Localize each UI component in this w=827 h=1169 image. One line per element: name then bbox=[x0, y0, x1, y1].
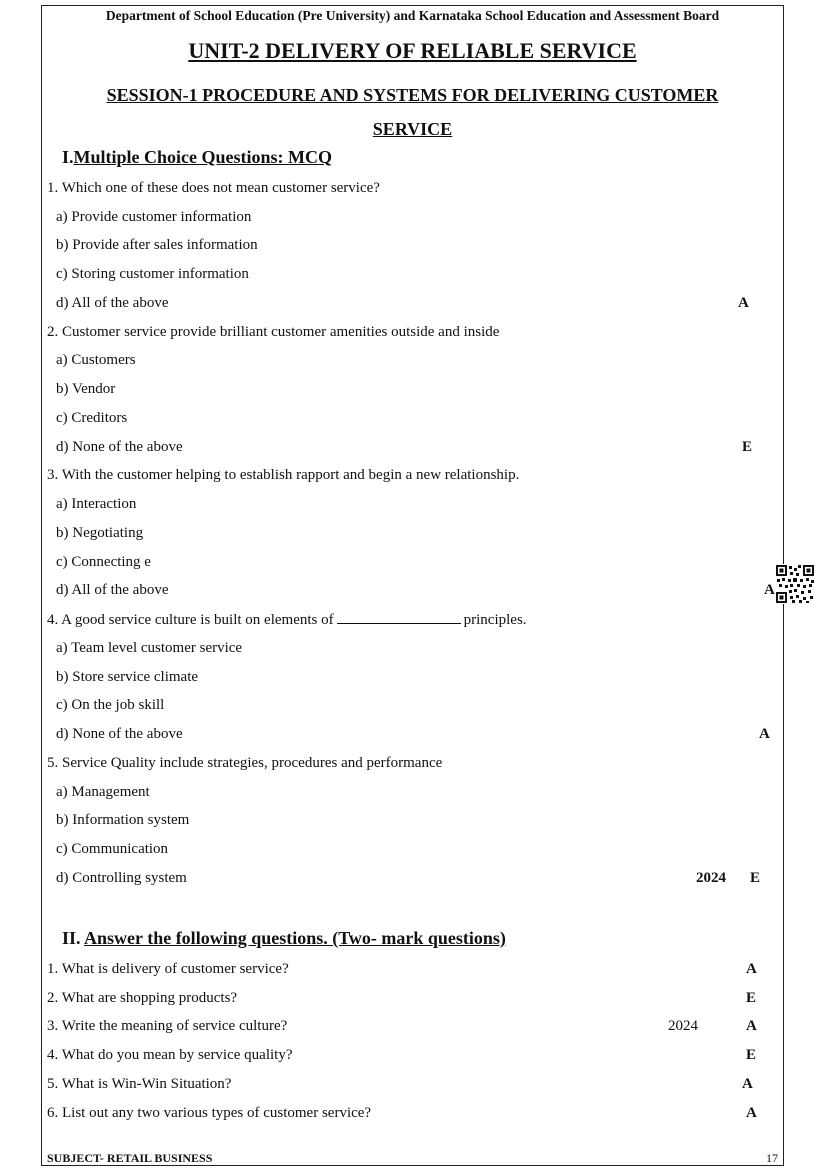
mcq-5-option-d: d) Controlling system bbox=[56, 870, 187, 886]
mcq-3-option-d: d) All of the above bbox=[56, 582, 169, 598]
mcq-4-question-suffix: principles. bbox=[463, 612, 527, 628]
page-number: 17 bbox=[766, 1151, 778, 1165]
short-question-6: 6. List out any two various types of customer service? bbox=[47, 1105, 372, 1121]
mcq-2-option-b: b) Vendor bbox=[56, 381, 116, 397]
short-6-answer: A bbox=[746, 1105, 757, 1121]
section-2-heading bbox=[62, 928, 506, 949]
mcq-question-2: 2. Customer service provide brilliant customer amenities outside and inside bbox=[47, 324, 500, 340]
session-title bbox=[41, 78, 784, 146]
mcq-1-option-a: a) Provide customer information bbox=[56, 209, 252, 225]
mcq-5-year: 2024 bbox=[696, 870, 726, 886]
short-3-answer: A bbox=[746, 1018, 757, 1034]
short-question-3: 3. Write the meaning of service culture? bbox=[47, 1018, 288, 1034]
mcq-3-answer: A bbox=[764, 582, 775, 598]
mcq-3-option-a: a) Interaction bbox=[56, 496, 137, 512]
short-3-year: 2024 bbox=[668, 1018, 698, 1034]
mcq-5-option-a: a) Management bbox=[56, 784, 150, 800]
section-1-prefix: I. bbox=[62, 147, 74, 167]
section-1-heading bbox=[62, 147, 332, 168]
footer-subject: SUBJECT- RETAIL BUSINESS bbox=[47, 1151, 213, 1165]
mcq-4-option-a: a) Team level customer service bbox=[56, 640, 243, 656]
short-question-4: 4. What do you mean by service quality? bbox=[47, 1047, 293, 1063]
short-5-answer: A bbox=[742, 1076, 753, 1092]
mcq-question-4 bbox=[47, 611, 527, 629]
short-1-answer: A bbox=[746, 961, 757, 977]
short-2-answer: E bbox=[746, 990, 757, 1006]
mcq-2-option-d: d) None of the above bbox=[56, 439, 183, 455]
department-header: Department of School Education (Pre University) and Karnataka School Education and Assessment Board bbox=[105, 8, 720, 23]
mcq-1-option-b: b) Provide after sales information bbox=[56, 237, 258, 253]
mcq-2-option-c: c) Creditors bbox=[56, 410, 128, 426]
mcq-question-3: 3. With the customer helping to establish rapport and begin a new relationship. bbox=[47, 467, 520, 483]
mcq-question-5: 5. Service Quality include strategies, procedures and performance bbox=[47, 755, 443, 771]
session-title-line1: SESSION-1 PROCEDURE AND SYSTEMS FOR DELIVERING CUSTOMER bbox=[106, 85, 719, 105]
mcq-2-answer: E bbox=[742, 439, 753, 455]
mcq-4-option-c: c) On the job skill bbox=[56, 697, 165, 713]
short-question-2: 2. What are shopping products? bbox=[47, 990, 238, 1006]
mcq-2-option-a: a) Customers bbox=[56, 352, 136, 368]
short-question-5: 5. What is Win-Win Situation? bbox=[47, 1076, 232, 1092]
fill-in-blank bbox=[337, 611, 461, 624]
mcq-3-option-c: c) Connecting e bbox=[56, 554, 151, 570]
mcq-1-answer: A bbox=[738, 295, 749, 311]
mcq-question-1: 1. Which one of these does not mean customer service? bbox=[47, 180, 380, 196]
mcq-5-answer: E bbox=[750, 870, 761, 886]
section-2-title: Answer the following questions. (Two- mark questions) bbox=[84, 928, 506, 948]
mcq-5-option-b: b) Information system bbox=[56, 812, 190, 828]
section-1-title: Multiple Choice Questions: MCQ bbox=[73, 147, 333, 167]
short-4-answer: E bbox=[746, 1047, 757, 1063]
mcq-4-question-text: 4. A good service culture is built on elements of bbox=[47, 612, 334, 628]
mcq-1-option-d: d) All of the above bbox=[56, 295, 169, 311]
mcq-5-option-c: c) Communication bbox=[56, 841, 169, 857]
session-title-line2: SERVICE bbox=[372, 119, 453, 139]
mcq-4-option-d: d) None of the above bbox=[56, 726, 183, 742]
qr-code-image bbox=[775, 564, 815, 604]
mcq-1-option-c: c) Storing customer information bbox=[56, 266, 249, 282]
unit-title: UNIT-2 DELIVERY OF RELIABLE SERVICE bbox=[188, 38, 637, 63]
short-question-1: 1. What is delivery of customer service? bbox=[47, 961, 289, 977]
section-2-prefix: II. bbox=[62, 928, 81, 948]
mcq-4-option-b: b) Store service climate bbox=[56, 669, 199, 685]
mcq-3-option-b: b) Negotiating bbox=[56, 525, 144, 541]
mcq-4-answer: A bbox=[759, 726, 770, 742]
